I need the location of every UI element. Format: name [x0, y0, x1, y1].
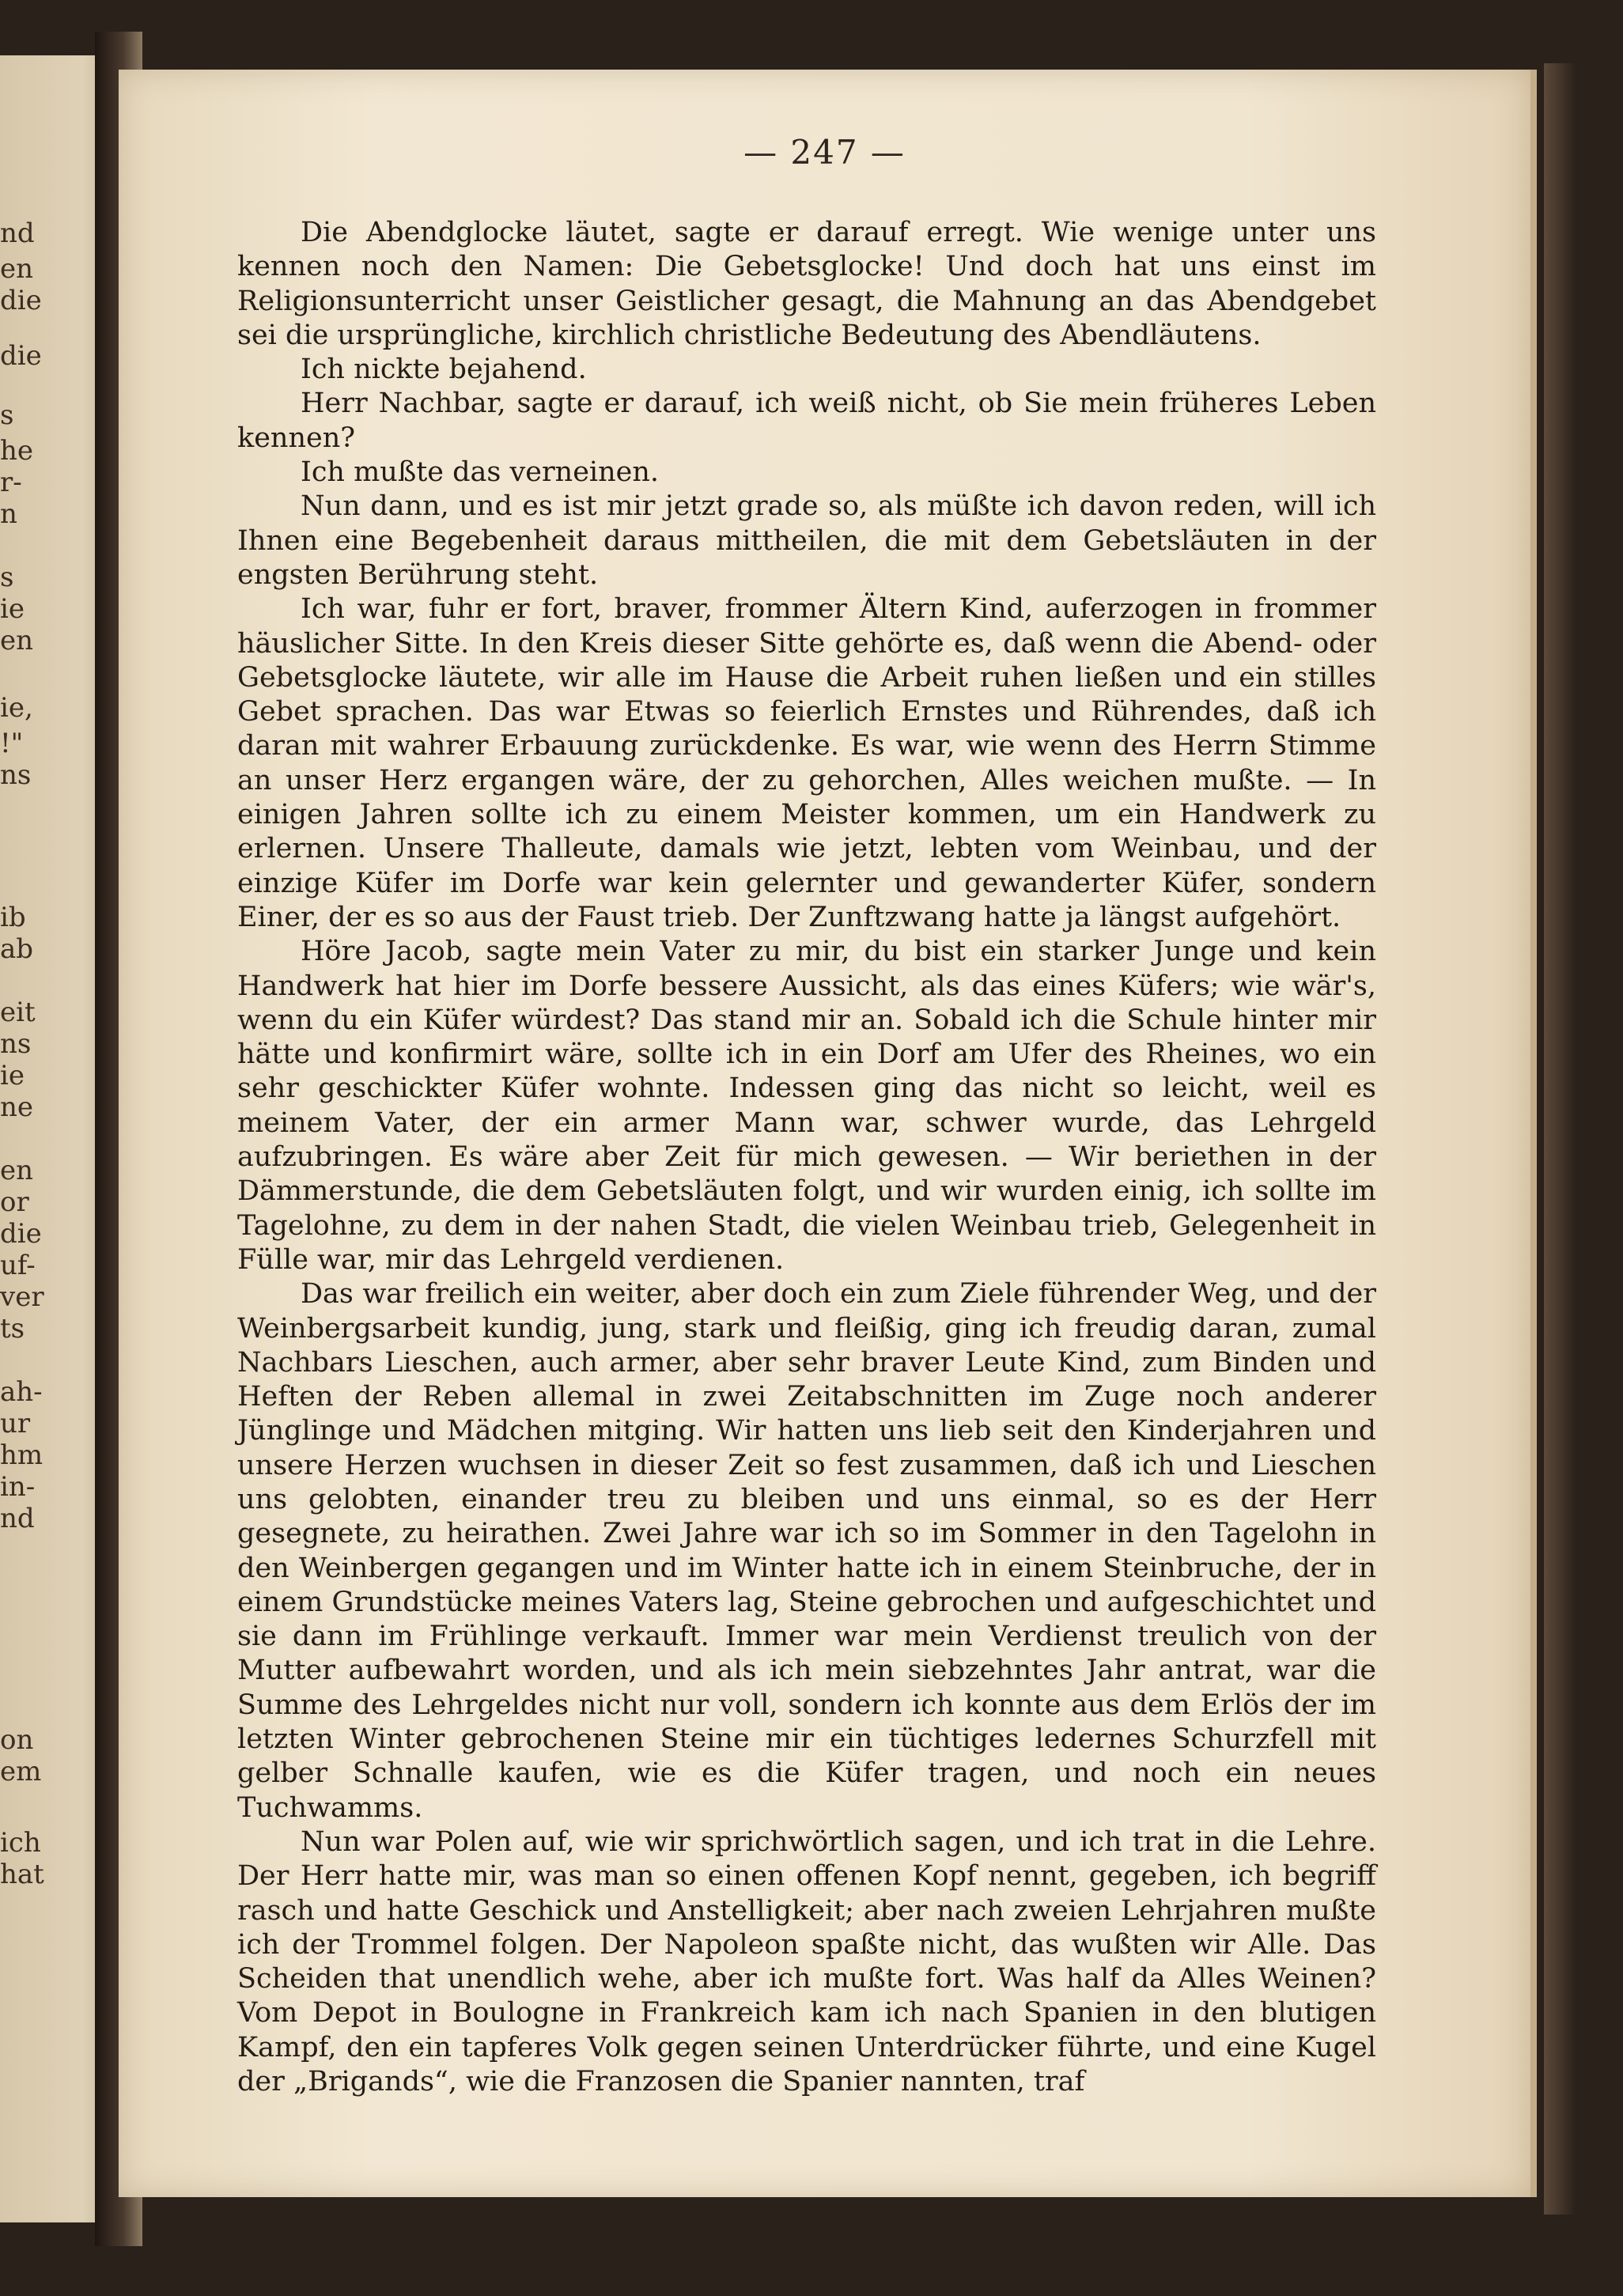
left-page-fragment: n	[0, 498, 17, 530]
left-page-fragment: ib	[0, 902, 26, 933]
left-page-fragment: ts	[0, 1313, 25, 1345]
body-text	[237, 216, 1376, 2099]
left-page-fragment: ur	[0, 1408, 31, 1439]
left-page-fragment: on	[0, 1724, 34, 1756]
paragraph-6: Ich war, fuhr er fort, braver, frommer Ältern Kind, auferzogen in frommer häuslicher Sitte. In den Kreis dieser Sitte gehörte es, daß wenn die Abend- oder Gebetsglocke läutete, wir alle im Hause die Arbeit ruhen ließen und ein stilles Gebet sprachen. Das war Etwas so feierlich Ernstes und Rührendes, daß ich daran mit wahrer Erbauung zurückdenke. Es war, wie wenn des Herrn Stimme an unser Herz ergangen wäre, der zu gehorchen, Alles weichen mußte. — In einigen Jahren sollte ich zu einem Meister kommen, um ein Handwerk zu erlernen. Unsere Thalleute, damals wie jetzt, lebten vom Weinbau, und der einzige Küfer im Dorfe war kein gelernter und gewanderter Küfer, sondern Einer, der es so aus der Faust trieb. Der Zunftzwang hatte ja längst aufgehört.	[237, 593, 1376, 933]
left-page-fragment: hat	[0, 1859, 44, 1890]
left-page-fragment: ah-	[0, 1376, 43, 1408]
left-page-fragment: in-	[0, 1471, 36, 1503]
left-page-fragment: uf-	[0, 1250, 36, 1281]
left-page-fragment: s	[0, 562, 14, 593]
left-page-fragment: em	[0, 1756, 42, 1787]
left-page-fragment: s	[0, 399, 14, 431]
left-page-fragment: ich	[0, 1827, 41, 1859]
left-page-fragment: nd	[0, 217, 35, 249]
paragraph-1: Die Abendglocke läutet, sagte er darauf erregt. Wie wenige unter uns kennen noch den Namen: Die Gebetsglocke! Und doch hat uns einst im Religionsunterricht unser Geistlicher gesagt, die Mahnung an das Abendgebet sei die ursprüngliche, kirchlich christliche Bedeutung des Abendläutens.	[237, 217, 1376, 351]
page-number: — 247 —	[743, 133, 906, 172]
left-page-fragment: ver	[0, 1281, 44, 1313]
left-page-fragment: ab	[0, 933, 34, 965]
left-page-fragment: en	[0, 253, 34, 285]
left-page-fragment: hm	[0, 1439, 44, 1471]
paragraph-4: Ich mußte das verneinen.	[301, 456, 660, 489]
left-page-fragment: !"	[0, 728, 24, 759]
left-page-fragment: r-	[0, 467, 22, 498]
left-page-fragment: ie	[0, 1060, 25, 1091]
paragraph-2: Ich nickte bejahend.	[301, 354, 587, 386]
left-page-fragment: nd	[0, 1503, 35, 1534]
paragraph-7: Höre Jacob, sagte mein Vater zu mir, du bist ein starker Junge und kein Handwerk hat hier im Dorfe bessere Aussicht, als das eines Küfers; wie wär's, wenn du ein Küfer würdest? Das stand mir an. Sobald ich die Schule hinter mir hätte und konfirmirt wäre, sollte ich in ein Dorf am Ufer des Rheines, wo ein sehr geschickter Küfer wohnte. Indessen ging das nicht so leicht, weil es meinem Vater, der ein armer Mann war, schwer wurde, das Lehrgeld aufzubringen. Es wäre aber Zeit für mich gewesen. — Wir beriethen in der Dämmerstunde, die dem Gebetsläuten folgt, und wir wurden einig, ich sollte im Tagelohne, zu dem in der nahen Stadt, die vielen Weinbau trieb, Gelegenheit in Fülle war, mir das Lehrgeld verdienen.	[237, 936, 1376, 1276]
left-page-fragment: ns	[0, 759, 32, 791]
page	[119, 70, 1537, 2197]
left-page-fragment: eit	[0, 997, 36, 1028]
left-page-fragment: ie	[0, 593, 25, 625]
left-page-fragment: ns	[0, 1028, 32, 1060]
paragraph-8: Das war freilich ein weiter, aber doch ein zum Ziele führender Weg, und der Weinbergsarbeit kundig, jung, stark und fleißig, ging ich freudig daran, zumal Nachbars Lieschen, auch armer, aber sehr braver Leute Kind, zum Binden und Heften der Reben allemal in zwei Zeitabschnitten im Zuge noch anderer Jünglinge und Mädchen mitging. Wir hatten uns lieb seit den Kinderjahren und unsere Herzen wuchsen in dieser Zeit so fest zusammen, daß ich und Lieschen uns gelobten, einander treu zu bleiben und uns einmal, so es der Herr gesegnete, zu heirathen. Zwei Jahre war ich so im Sommer in den Tagelohn in den Weinbergen gegangen und im Winter hatte ich in einem Steinbruche, der in einem Grundstücke meines Vaters lag, Steine gebrochen und aufgeschichtet und sie dann im Frühlinge verkauft. Immer war mein Verdienst treulich von der Mutter aufbewahrt worden, und als ich mein siebzehntes Jahr antrat, war die Summe des Lehrgeldes nicht nur voll, sondern ich konnte aus dem Erlös der im letzten Winter gebrochenen Steine mir ein tüchtiges ledernes Schurzfell mit gelber Schnalle kaufen, wie es die Küfer tragen, und noch ein neues Tuchwamms.	[237, 1278, 1376, 1824]
paragraph-5: Nun dann, und es ist mir jetzt grade so, als müßte ich davon reden, will ich Ihnen eine Begebenheit daraus mittheilen, die mit dem Gebetsläuten in der engsten Berührung steht.	[237, 490, 1376, 591]
left-page-fragment: die	[0, 285, 42, 316]
left-page-fragment: or	[0, 1186, 29, 1218]
left-page-fragment: he	[0, 435, 34, 467]
left-page-fragment: en	[0, 1155, 34, 1186]
left-page-fragment: die	[0, 340, 42, 372]
left-page-fragment: ie,	[0, 692, 33, 724]
left-page-fragment: ne	[0, 1091, 34, 1123]
left-page-fragment: en	[0, 625, 34, 656]
book-cover-edge	[1544, 63, 1576, 2215]
paragraph-3: Herr Nachbar, sagte er darauf, ich weiß nicht, ob Sie mein früheres Leben kennen?	[237, 388, 1376, 454]
paragraph-9: Nun war Polen auf, wie wir sprichwörtlich sagen, und ich trat in die Lehre. Der Herr hatte mir, was man so einen offenen Kopf nennt, gegeben, ich begriff rasch und hatte Geschick und Anstelligkeit; aber nach zweien Lehrjahren mußte ich der Trommel folgen. Der Napoleon spaßte nicht, das wußten wir Alle. Das Scheiden that unendlich wehe, aber ich mußte fort. Was half da Alles Weinen? Vom Depot in Boulogne in Frankreich kam ich nach Spanien in den blutigen Kampf, den ein tapferes Volk gegen seinen Unterdrücker führte, und eine Kugel der „Brigands“, wie die Franzosen die Spanier nannten, traf	[237, 1825, 1376, 2098]
left-page-fragment: die	[0, 1218, 42, 1250]
